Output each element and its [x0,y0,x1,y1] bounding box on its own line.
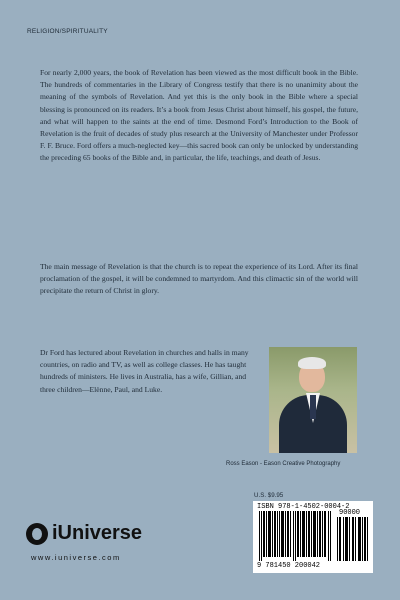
description-paragraph-1: For nearly 2,000 years, the book of Revelation has been viewed as the most difficult book in the Bible. The hundreds of commentaries in the Library of Congress testify that there is no unanimity about the meaning of the symbols of Revelation. And yet this is the only book in the Bible where a special blessing is pronounced on its readers. It’s a book from Jesus Christ about himself, his gospel, the future, and what will happen to the saints at the end of time. Desmond Ford’s Introduction to the Book of Revelation is the fruit of decades of study plus research at the University of Manchester under Professor F. F. Bruce. Ford offers a much-neglected key—this sacred book can only be unlocked by understanding the preceding 65 books of the Bible and, in particular, the life, teachings, and death of Jesus. [40,68,358,163]
publisher-name: iUniverse [52,522,143,544]
description-paragraph-2: The main message of Revelation is that the church is to repeat the experience of its Lord. After its final proclamation of the gospel, it will be condemned to martyrdom. And this climactic sin of the world will precipitate the return of Christ in glory. [40,262,358,296]
iuniverse-logo-icon [26,523,48,545]
author-bio: Dr Ford has lectured about Revelation in churches and halls in many countries, on radio and TV, as well as college classes. He has taught hundreds of ministers. He lives in Australia, has a wife, Gillian, and three children—Elènne, Paul, and Luke. [40,348,249,394]
author-photo [269,347,357,453]
barcode-addon-bars [337,517,369,561]
barcode-number: 9 781450 200042 [257,562,321,570]
barcode [253,501,373,573]
publisher-url: www.iuniverse.com [31,553,121,562]
category-label: RELIGION/SPIRITUALITY [27,28,108,35]
publisher-logo [26,522,142,545]
price-label: U.S. $9.95 [254,492,284,499]
barcode-addon: 90000 [339,509,361,517]
barcode-bars [259,511,331,561]
isbn-text: ISBN 978-1-4502-0004-2 [257,503,350,511]
photo-credit: Ross Eason - Eason Creative Photography [226,461,341,467]
